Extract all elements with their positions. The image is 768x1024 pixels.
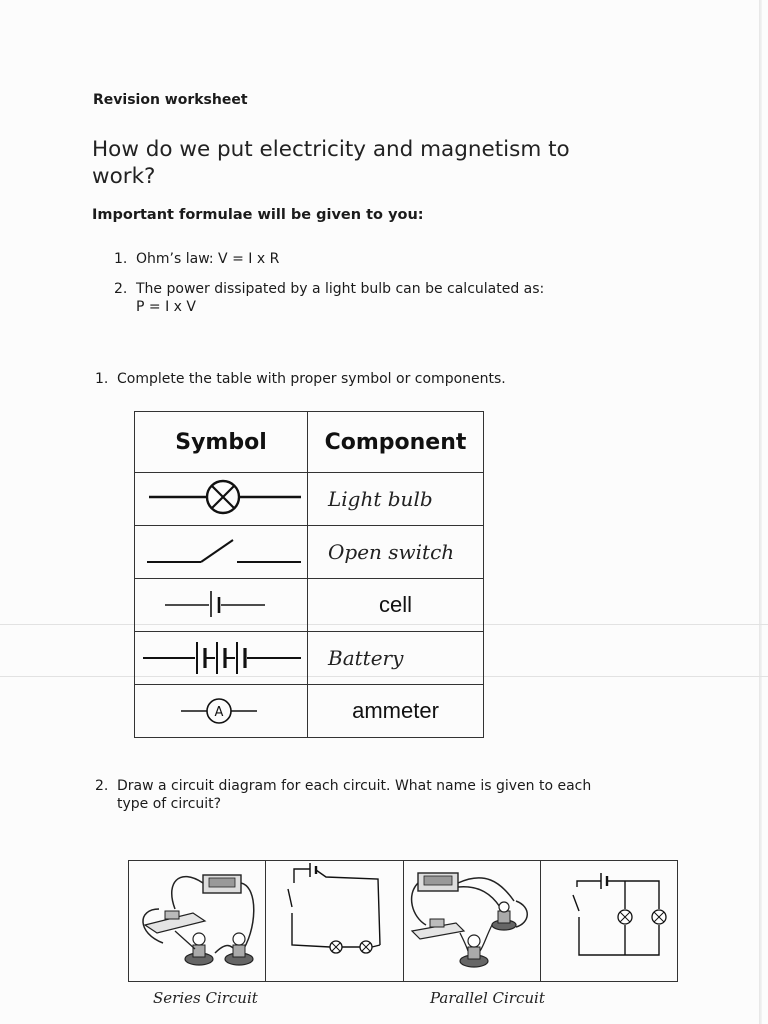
symbol-cell xyxy=(135,685,308,738)
table-row xyxy=(135,473,484,526)
question-number: 1. xyxy=(95,371,109,387)
question-text: Complete the table with proper symbol or components. xyxy=(117,371,506,387)
symbol-cell xyxy=(135,526,308,579)
formula-number: 2. xyxy=(114,281,128,297)
table-row xyxy=(135,685,484,738)
table-header-row xyxy=(135,412,484,473)
formula-text: The power dissipated by a light bulb can be calculated as: xyxy=(136,281,545,297)
question-2 xyxy=(95,777,665,813)
light-bulb-symbol-icon xyxy=(141,475,301,519)
component-answer: Open switch xyxy=(308,526,484,579)
table-row xyxy=(135,526,484,579)
series-circuit-diagram-icon xyxy=(266,861,402,979)
ammeter-symbol-icon xyxy=(141,687,301,731)
symbol-cell xyxy=(135,473,308,526)
parallel-circuit-photo-icon xyxy=(404,861,540,979)
formula-number: 1. xyxy=(114,251,128,267)
parallel-circuit-diagram-icon xyxy=(541,861,677,979)
component-answer: ammeter xyxy=(308,685,484,738)
question-text-continued: type of circuit? xyxy=(117,796,222,812)
circuit-cell-series-photo xyxy=(129,861,266,981)
table-row xyxy=(135,632,484,685)
circuit-cell-parallel-photo xyxy=(404,861,541,981)
question-1 xyxy=(95,370,506,388)
component-answer: Battery xyxy=(308,632,484,685)
formulae-list xyxy=(114,250,544,328)
formulae-subheading: Important formulae will be given to you: xyxy=(92,207,424,223)
circuit-cell-series-diagram xyxy=(266,861,403,981)
parallel-circuit-answer: Parallel Circuit xyxy=(430,989,545,1007)
series-circuit-photo-icon xyxy=(129,861,265,979)
circuit-cell-parallel-diagram xyxy=(541,861,677,981)
worksheet-title: How do we put electricity and magnetism to work? xyxy=(92,137,570,189)
symbol-cell xyxy=(135,579,308,632)
formula-item xyxy=(114,250,544,268)
component-answer: Light bulb xyxy=(308,473,484,526)
formula-item xyxy=(114,280,544,316)
question-number: 2. xyxy=(95,778,109,794)
battery-symbol-icon xyxy=(141,634,301,678)
symbol-column-header: Symbol xyxy=(135,412,308,473)
circuit-panel xyxy=(128,860,678,982)
table-row xyxy=(135,579,484,632)
component-answer: cell xyxy=(308,579,484,632)
worksheet-heading: Revision worksheet xyxy=(93,92,248,108)
page-edge xyxy=(759,0,762,1024)
symbol-cell xyxy=(135,632,308,685)
series-circuit-answer: Series Circuit xyxy=(153,989,258,1007)
svg-text:A: A xyxy=(214,705,224,720)
component-column-header: Component xyxy=(308,412,484,473)
question-text: Draw a circuit diagram for each circuit. What name is given to each xyxy=(117,778,592,794)
symbol-component-table xyxy=(134,411,484,738)
formula-equation: P = I x V xyxy=(136,299,196,315)
cell-symbol-icon xyxy=(141,581,301,625)
formula-text: Ohm’s law: V = I x R xyxy=(136,251,280,267)
open-switch-symbol-icon xyxy=(141,528,301,572)
